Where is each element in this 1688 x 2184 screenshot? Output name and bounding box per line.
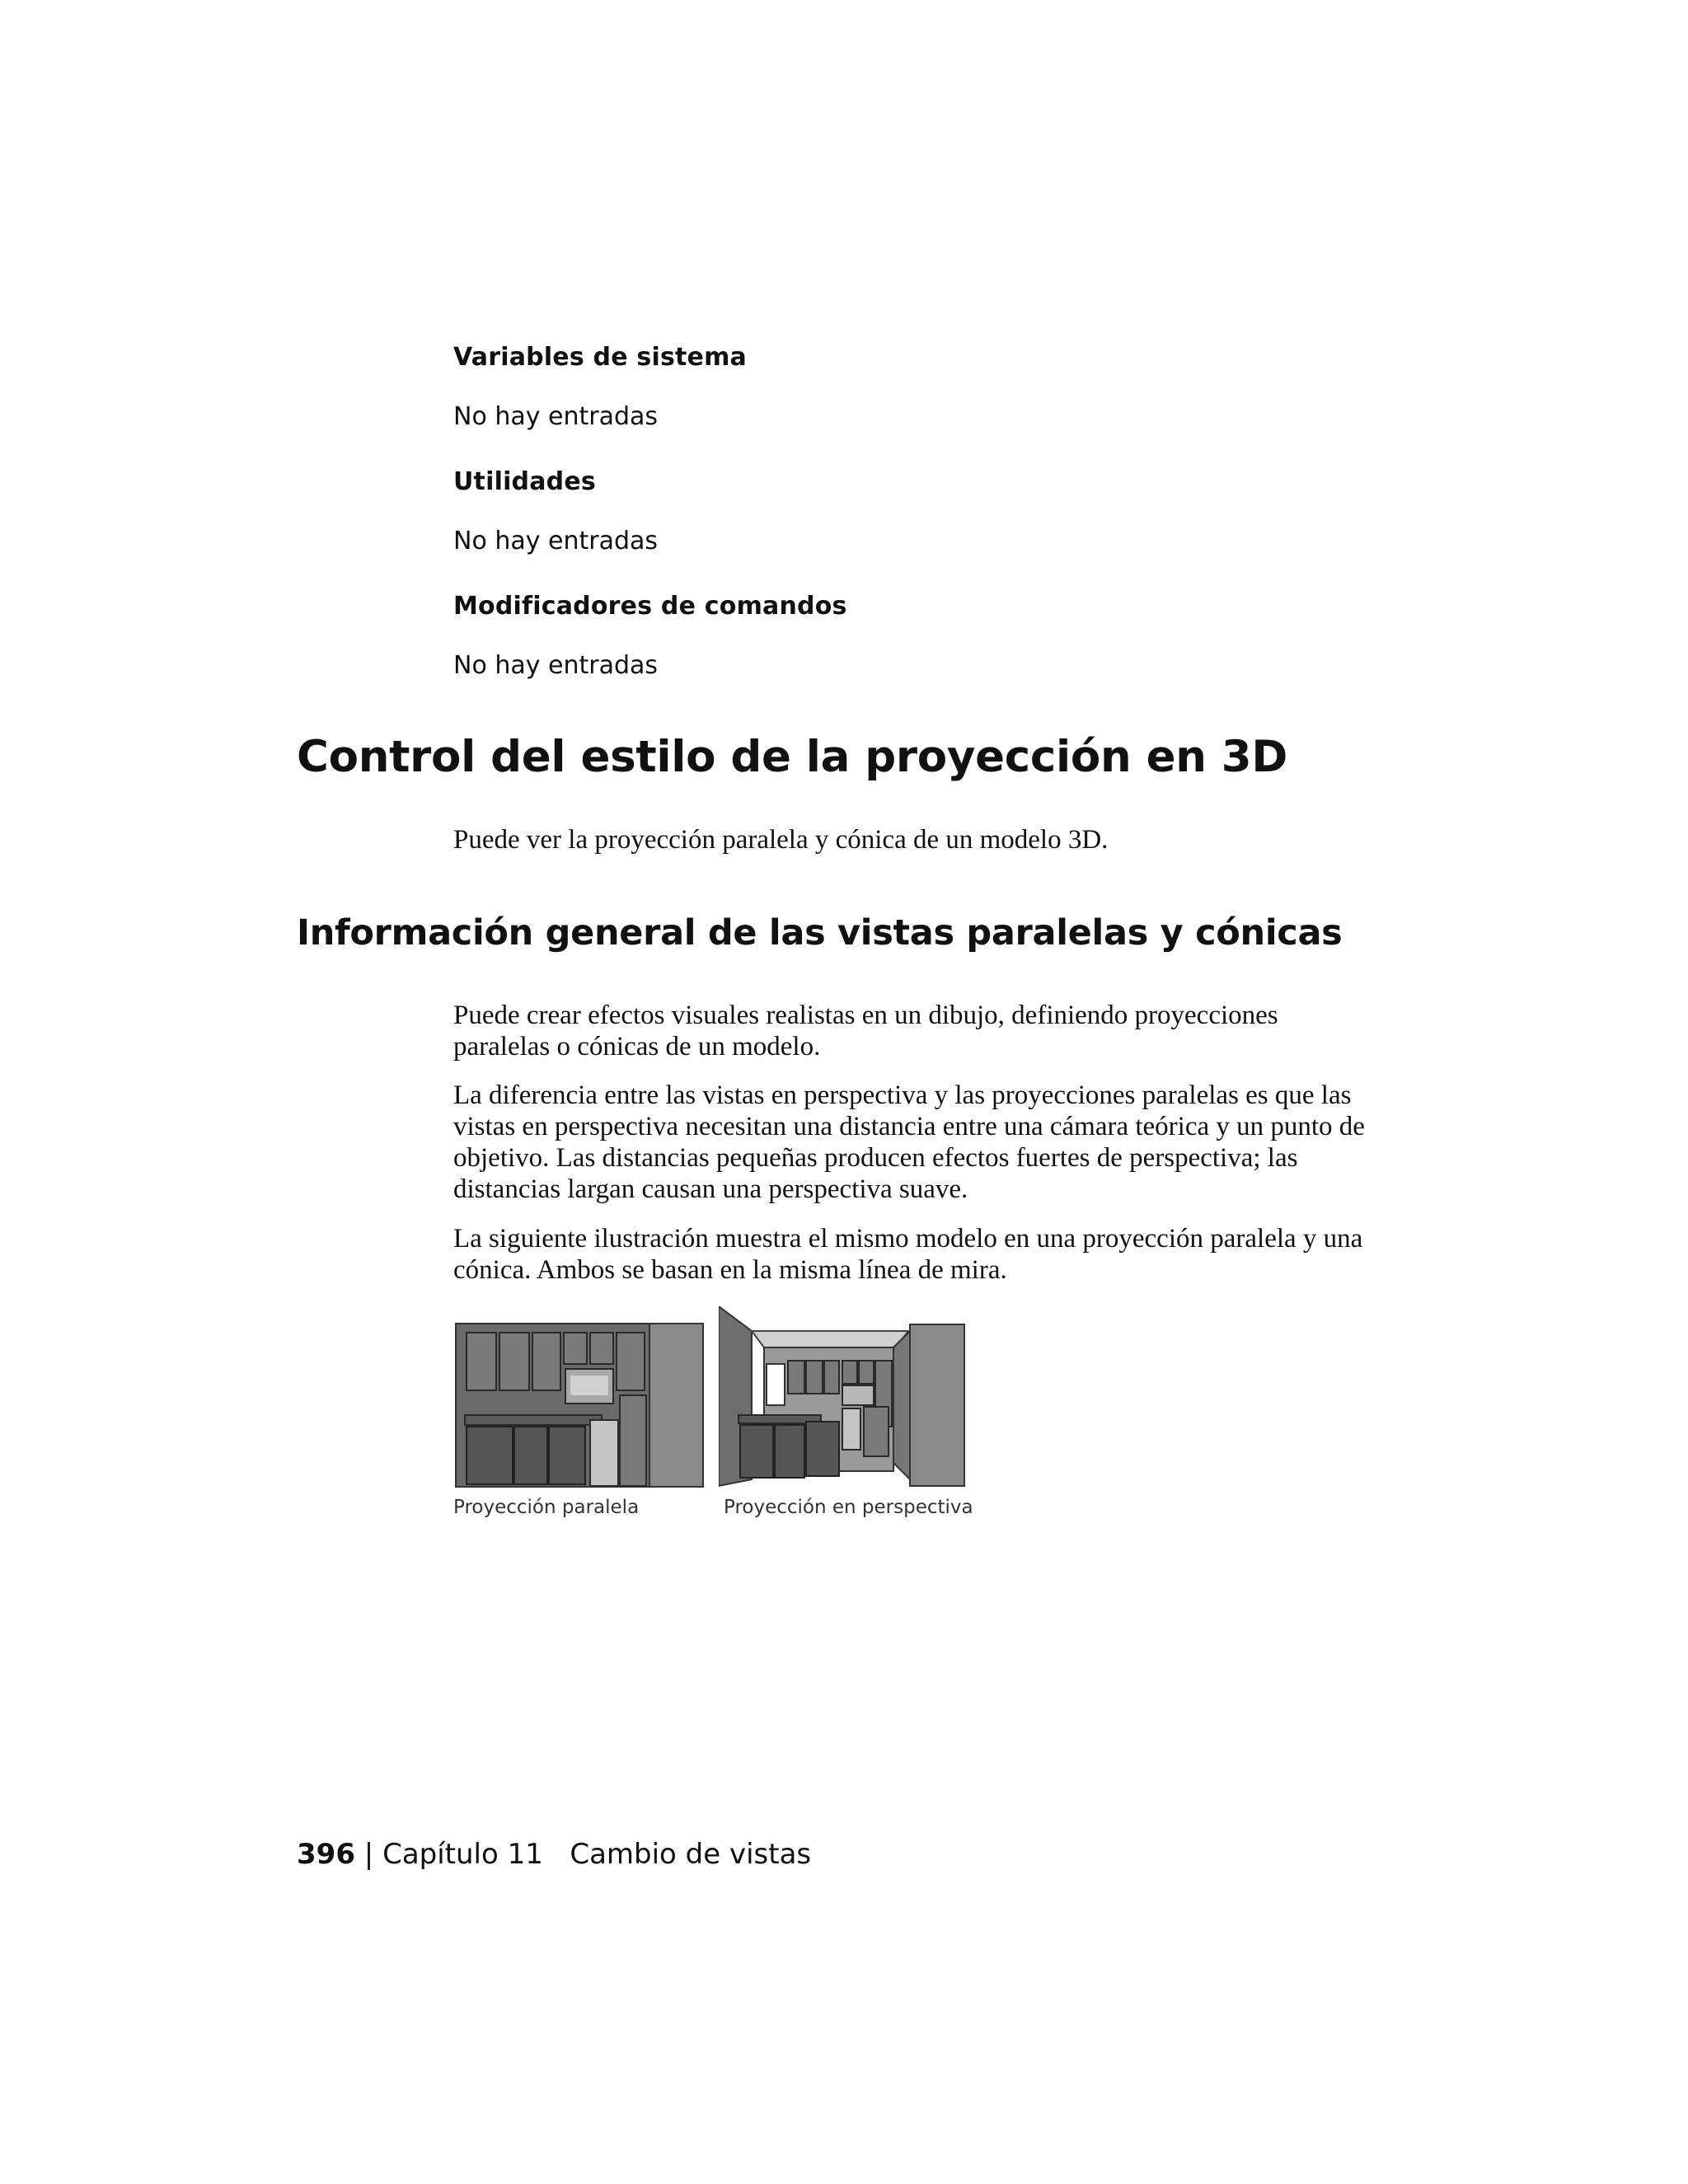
intro-paragraph: Puede ver la proyección paralela y cónica de un modelo 3D. — [453, 825, 1109, 855]
section-heading-utilidades: Utilidades — [453, 467, 596, 496]
footer-separator: | — [363, 1838, 374, 1871]
section-body-modificadores: No hay entradas — [453, 651, 659, 680]
paragraph-1: Puede crear efectos visuales realistas en un dibujo, definiendo proyecciones paralelas o cónicas de un modelo. — [453, 1001, 1278, 1062]
parallel-projection-image — [455, 1323, 704, 1488]
chapter-title: Cambio de vistas — [570, 1838, 812, 1871]
paragraph-3: La siguiente ilustración muestra el mismo modelo en una proyección paralela y una cónica. Ambos se basan en la misma línea de mira. — [453, 1224, 1363, 1285]
section-heading-variables: Variables de sistema — [453, 343, 748, 372]
section-body-utilidades: No hay entradas — [453, 527, 659, 555]
page-footer — [297, 1838, 811, 1871]
caption-perspective: Proyección en perspectiva — [724, 1497, 973, 1518]
caption-parallel: Proyección paralela — [453, 1497, 640, 1518]
perspective-projection-image — [719, 1306, 966, 1488]
page-heading: Control del estilo de la proyección en 3D — [297, 732, 1288, 782]
projection-figure — [455, 1306, 966, 1521]
section-heading: Información general de las vistas paralelas y cónicas — [297, 912, 1343, 954]
section-body-variables: No hay entradas — [453, 402, 659, 431]
section-heading-modificadores: Modificadores de comandos — [453, 592, 847, 621]
paragraph-2: La diferencia entre las vistas en perspectiva y las proyecciones paralelas es que las vistas en perspectiva necesitan una distancia entre una cámara teórica y un punto de objetivo. Las distancias pequeñas producen efectos fuertes de perspectiva; las distancias largan causan una perspectiva suave. — [453, 1080, 1365, 1204]
page-number: 396 — [297, 1838, 355, 1871]
chapter-label: Capítulo 11 — [382, 1838, 543, 1871]
